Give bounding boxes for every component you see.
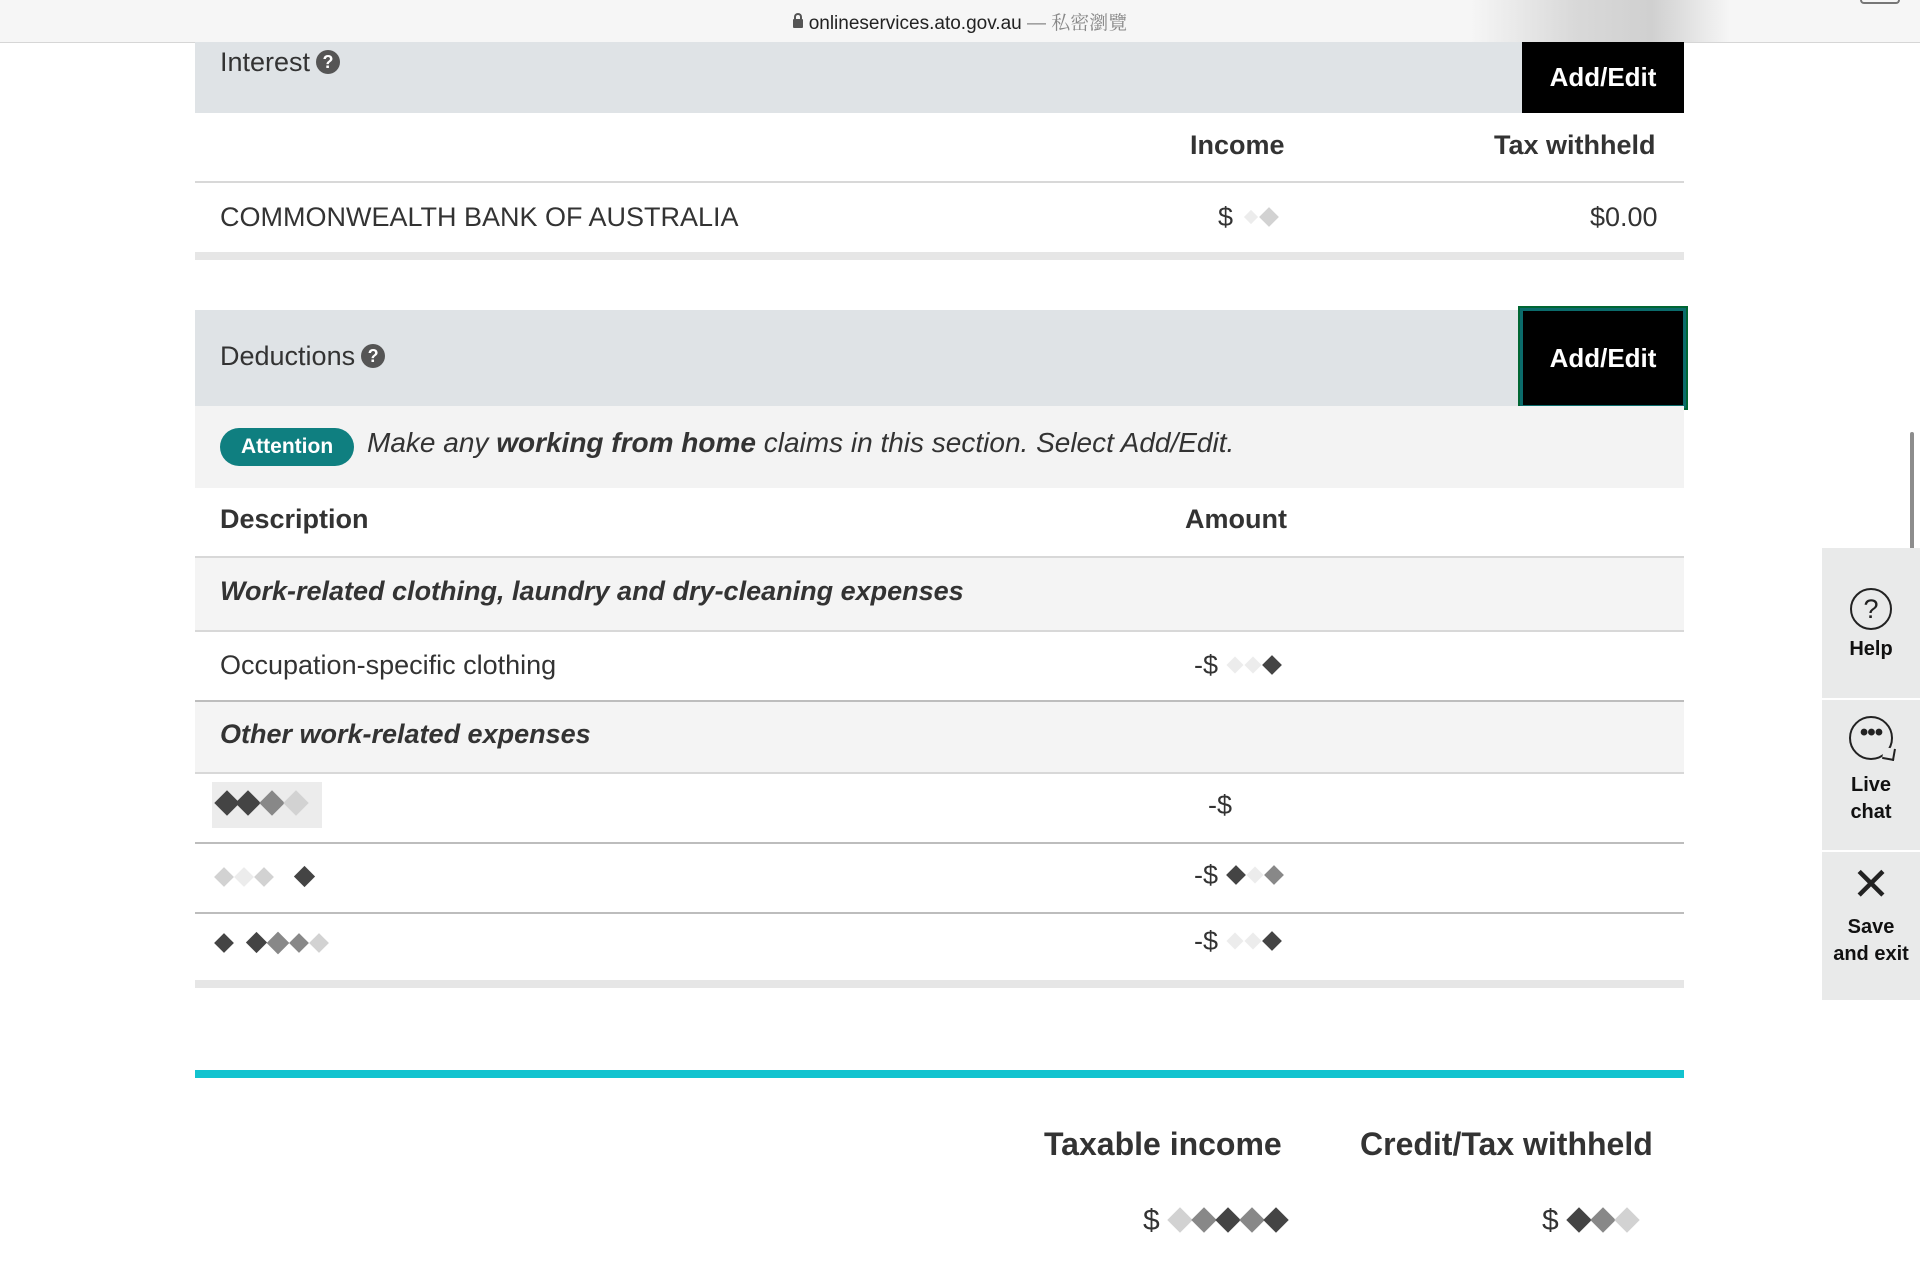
taxable-income-value: $ [1143,1204,1288,1238]
description-column-header: Description [220,504,369,534]
credit-tax-withheld-label: Credit/Tax withheld [1360,1126,1653,1162]
divider [1822,698,1920,700]
help-question-icon[interactable]: ? [316,50,340,74]
redacted-description [214,934,329,952]
divider [195,772,1684,774]
help-button[interactable]: ? Help [1822,588,1920,661]
redacted-value [1226,924,1282,955]
category-clothing: Work-related clothing, laundry and dry-cleaning expenses [220,576,964,606]
deduction-item-amount: -$ [1194,926,1282,957]
category-other: Other work-related expenses [220,719,591,749]
redacted-value [1243,200,1279,231]
divider [1822,850,1920,852]
divider [195,912,1684,914]
redacted-value [1226,858,1284,889]
interest-income-value: $ [1218,202,1277,233]
category-row [195,558,1684,630]
interest-payer-name: COMMONWEALTH BANK OF AUSTRALIA [220,202,739,232]
credit-tax-withheld-value: $ [1542,1204,1639,1238]
taxable-income-label: Taxable income [1044,1126,1282,1162]
attention-badge: Attention [220,428,354,466]
deductions-title: Deductions [220,341,356,371]
chat-bubble-icon: ••• [1849,716,1893,760]
deductions-add-edit-button[interactable]: Add/Edit [1520,308,1686,408]
side-action-panel [1822,548,1920,1000]
browser-address-bar [0,0,1920,43]
attention-banner [195,406,1684,488]
redacted-description [214,868,315,886]
summary-accent-line [195,1070,1684,1078]
redacted-value [1226,648,1282,679]
interest-tax-withheld-value: $0.00 [1590,202,1658,232]
category-row [195,702,1684,772]
browser-tabs-icon[interactable] [1860,0,1900,4]
interest-add-edit-button[interactable]: Add/Edit [1522,42,1684,113]
live-chat-button[interactable]: ••• Live chat [1822,716,1920,826]
section-bottom-rule [195,980,1684,988]
divider [195,181,1684,183]
deduction-item-amount: -$ [1194,860,1284,891]
interest-income-header: Income [1190,130,1285,160]
save-and-exit-button[interactable]: ✕ Save and exit [1822,864,1920,968]
deduction-item-amount: -$ [1208,790,1233,820]
amount-column-header: Amount [1185,504,1287,534]
help-question-icon[interactable]: ? [361,344,385,368]
close-icon: ✕ [1851,858,1891,910]
help-icon: ? [1850,588,1892,630]
deduction-item-description: Occupation-specific clothing [220,650,557,680]
redacted-description [212,782,322,828]
url-text: onlineservices.ato.gov.au [808,13,1022,34]
url-display[interactable]: onlineservices.ato.gov.au — 私密瀏覽 [0,8,1920,35]
section-bottom-rule [195,252,1684,260]
interest-title: Interest [220,47,311,77]
redacted-value [1567,1202,1639,1236]
interest-tax-withheld-header: Tax withheld [1494,130,1656,160]
divider [195,630,1684,632]
divider [195,842,1684,844]
attention-message: Make any working from home claims in this section. Select Add/Edit. [367,427,1235,458]
redacted-value [1168,1202,1288,1236]
browser-tabs-edge [100,0,220,6]
lock-icon [793,19,803,28]
deduction-item-amount: -$ [1194,650,1282,681]
private-browsing-label: 私密瀏覽 [1051,13,1128,34]
interest-section-header [195,42,1684,113]
deductions-section-header [195,310,1684,406]
